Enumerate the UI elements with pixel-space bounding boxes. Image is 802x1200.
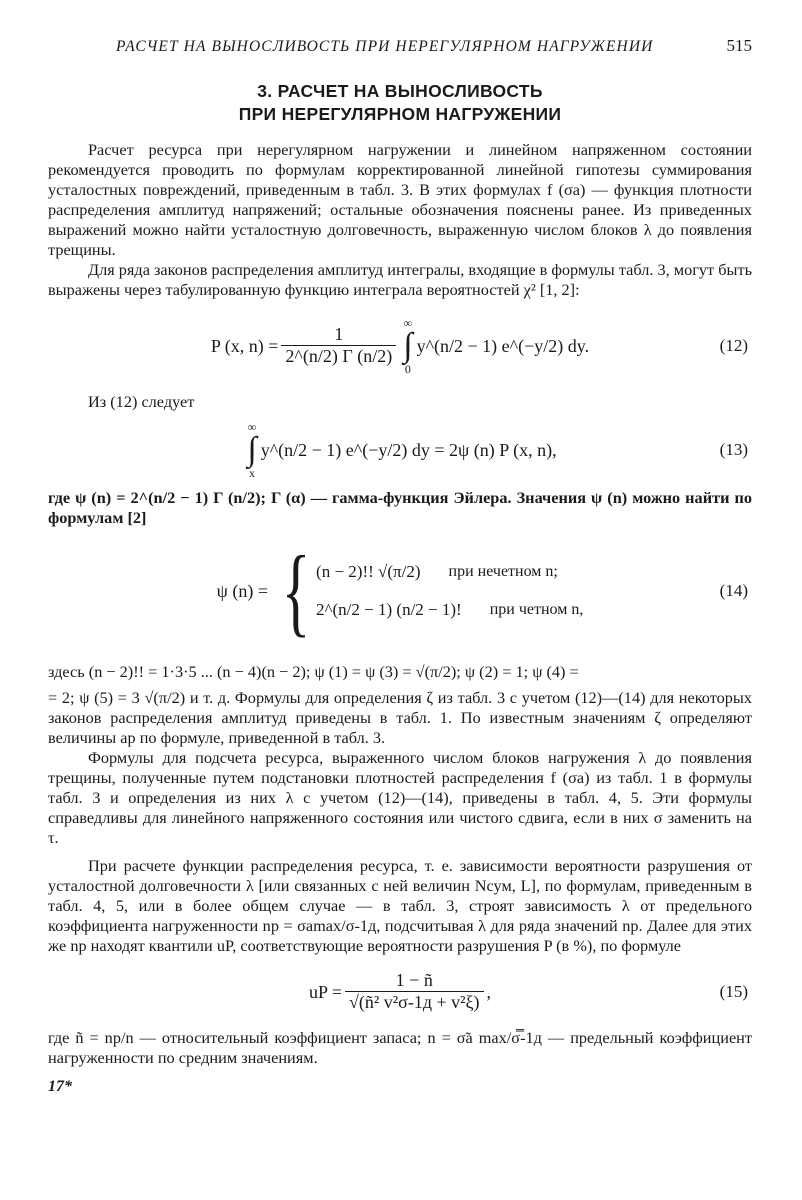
- eq12-lhs: P (x, n) =: [210, 335, 279, 356]
- running-head-title: РАСЧЕТ НА ВЫНОСЛИВОСТЬ ПРИ НЕРЕГУЛЯРНОМ НАГРУЖЕНИИ: [116, 38, 654, 55]
- paragraph-double-factorial: здесь (n − 2)!! = 1·3·5 ... (n − 4)(n − 2); ψ (1) = ψ (3) = √(π/2); ψ (2) = 1; ψ (4) =: [48, 662, 579, 681]
- eq15-number: (15): [719, 982, 748, 1001]
- eq12-denominator: 2^(n/2) Γ (n/2): [281, 345, 396, 368]
- section-title-line1: 3. РАСЧЕТ НА ВЫНОСЛИВОСТЬ: [257, 81, 543, 101]
- document-page: [48, 30, 752, 1096]
- eq13-number: (13): [719, 440, 748, 459]
- integral-sign-icon: ∫: [403, 327, 413, 364]
- eq15-denominator: √(ñ² v²σ-1д + v²ξ): [345, 991, 484, 1014]
- eq14-case1-expression: (n − 2)!! √(π/2): [316, 562, 421, 581]
- paragraph-from-12: Из (12) следует: [88, 392, 195, 411]
- paragraph-distribution: При расчете функции распределения ресурса, т. е. зависимости вероятности разрушения от усталостной долговечности λ [или связанных с ней величин Nсум, L], по формулам, приведенным в табл. 4, 5, или в более общем случае — в табл. 3, строят зависимость λ от предельного коэффициента нагруженности np = σamax/σ-1д, подсчитывая λ для ряда значений np. Далее для этих же np находят квантили uP, соответствующие вероятности разрушения P (в %), по формуле: [48, 856, 752, 955]
- paragraph-psi-values: = 2; ψ (5) = 3 √(π/2) и т. д. Формулы для определения ζ из табл. 3 с учетом (12)—(14) для некоторых законов распределения амплитуд приведены в табл. 1. По известным значениям ζ определяют величины ap по формуле, приведенной в табл. 3.: [48, 688, 752, 747]
- eq12-upper-limit: ∞: [403, 316, 413, 330]
- eq14-lhs: ψ (n) =: [216, 580, 269, 601]
- eq12-integral: [403, 317, 412, 375]
- eq13-integrand: y^(n/2 − 1) e^(−y/2) dy = 2ψ (n) P (x, n),: [260, 439, 557, 460]
- eq14-case-odd: [316, 562, 583, 582]
- running-head: [48, 30, 752, 64]
- eq12-fraction: [281, 324, 396, 367]
- equation-13: [48, 412, 752, 488]
- paragraph-chi-square: Для ряда законов распределения амплитуд интегралы, входящие в формулы табл. 3, могут быть выражены через табулированную функцию интеграла вероятностей χ² [1, 2]:: [48, 260, 752, 299]
- eq13-upper-limit: ∞: [247, 420, 257, 434]
- eq14-cases: [316, 562, 583, 620]
- eq12-integrand: y^(n/2 − 1) e^(−y/2) dy.: [416, 335, 590, 356]
- signature-mark: 17*: [48, 1078, 72, 1095]
- equation-14: [48, 528, 752, 654]
- eq14-case-even: [316, 600, 583, 620]
- page-number: 515: [726, 36, 752, 55]
- section-title: [48, 80, 752, 126]
- eq14-number: (14): [719, 581, 748, 600]
- equation-15: [48, 956, 752, 1028]
- equation-12: [48, 300, 752, 392]
- paragraph-relative-margin: где ñ = np/n — относительный коэффициент запаса; n = σ̃a max/σ̿-1д — предельный коэффициент нагруженности по средним значениям.: [48, 1028, 752, 1067]
- eq15-numerator: 1 − ñ: [395, 970, 433, 991]
- eq12-number: (12): [719, 336, 748, 355]
- section-title-line2: ПРИ НЕРЕГУЛЯРНОМ НАГРУЖЕНИИ: [238, 104, 562, 124]
- left-brace-icon: {: [281, 535, 311, 646]
- eq15-tail: ,: [486, 981, 492, 1002]
- eq14-case2-condition: при четном n,: [489, 601, 584, 618]
- eq14-case1-condition: при нечетном n;: [448, 563, 558, 580]
- eq12-numerator: 1: [334, 324, 344, 345]
- eq13-lower-limit: x: [249, 466, 256, 480]
- eq15-fraction: [345, 970, 484, 1013]
- eq12-lower-limit: 0: [404, 362, 411, 376]
- integral-sign-icon: ∫: [247, 431, 257, 468]
- paragraph-psi-definition: где ψ (n) = 2^(n/2 − 1) Γ (n/2); Γ (α) — гамма-функция Эйлера. Значения ψ (n) можно найти по формулам [2]: [48, 488, 752, 527]
- eq15-lhs: uP =: [308, 981, 342, 1002]
- eq13-integral: [247, 421, 256, 479]
- paragraph-resource-formulas: Формулы для подсчета ресурса, выраженного числом блоков нагружения λ до появления трещины, полученные путем подстановки плотностей распределения f (σa) из табл. 1 в формулы табл. 3 и определения из них λ с учетом (12)—(14), приведены в табл. 4, 5. Эти формулы справедливы для линейного напряженного состояния или чистого сдвига, если в них σ заменить на τ.: [48, 748, 752, 847]
- paragraph-intro: Расчет ресурса при нерегулярном нагружении и линейном напряженном состоянии рекомендуется проводить по формулам корректированной линейной гипотезы суммирования усталостных повреждений, приведенным в табл. 3. В этих формулах f (σa) — функция плотности распределения амплитуд напряжений; остальные обозначения пояснены ранее. Из приведенных выражений можно найти усталостную долговечность, выраженную числом блоков λ до появления трещины.: [48, 140, 752, 259]
- eq14-case2-expression: 2^(n/2 − 1) (n/2 − 1)!: [316, 600, 462, 619]
